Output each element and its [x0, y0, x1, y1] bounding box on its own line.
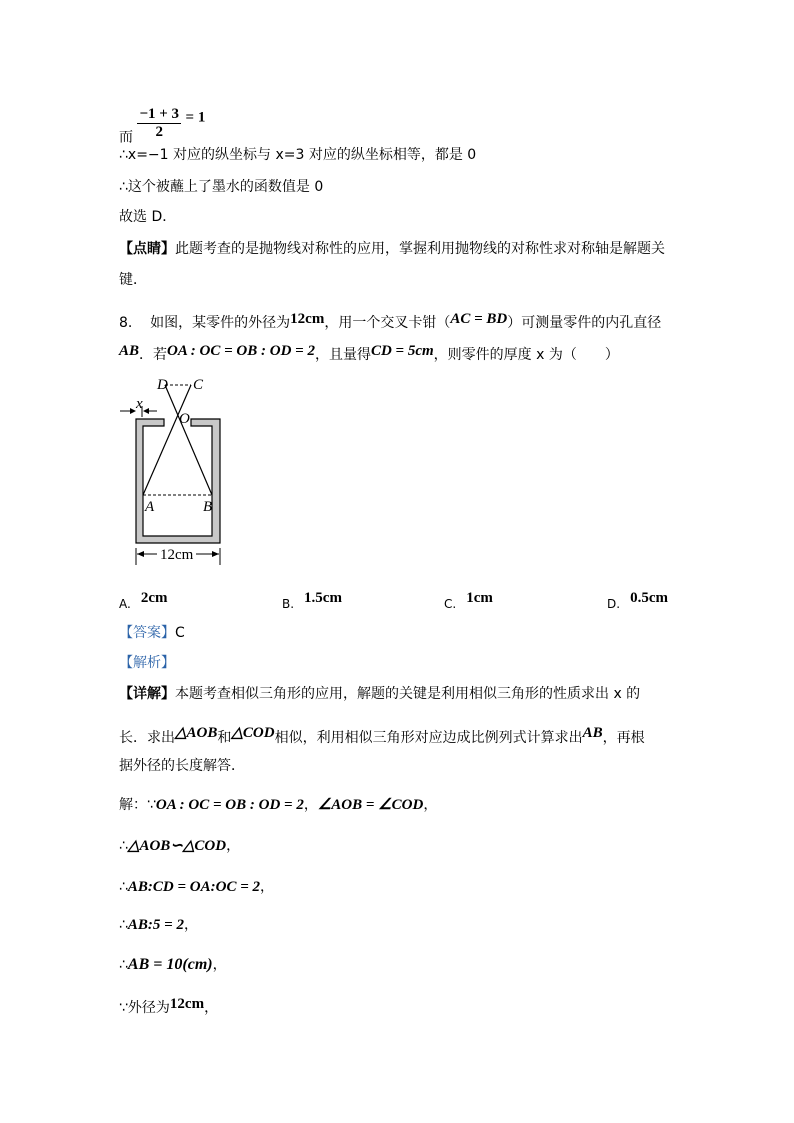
- label-a: A: [145, 499, 155, 515]
- answer-tag: 【答案】: [119, 625, 175, 641]
- math: 12cm: [169, 996, 205, 1012]
- option-value: 1cm: [466, 590, 493, 606]
- section-tag: 【点睛】: [119, 241, 175, 257]
- section-tag: 【详解】: [119, 686, 175, 702]
- math: AB: [582, 725, 603, 741]
- solution-line-3: [119, 878, 274, 896]
- math: = 1: [185, 109, 206, 126]
- text: ∵外径为: [119, 1000, 170, 1016]
- analysis-tag: 【解析】: [119, 655, 175, 671]
- analysis-line: [119, 654, 175, 672]
- detail-line-1: [119, 685, 640, 703]
- text: ，: [204, 1000, 219, 1016]
- answer-line: [119, 624, 185, 642]
- text-line: 键．: [119, 272, 147, 288]
- caliper-arm-ca: [143, 385, 191, 495]
- question-number: 8.: [119, 315, 133, 331]
- text: ，: [260, 879, 275, 895]
- detail-line-2: [119, 724, 645, 747]
- text: 长．求出: [119, 730, 175, 746]
- text: ，: [183, 917, 198, 933]
- math: 12cm: [290, 311, 325, 327]
- solution-line-4: [119, 916, 198, 934]
- math: AB:5 = 2: [127, 917, 184, 933]
- text-line: ∴x=−1 对应的纵坐标与 x=3 对应的纵坐标相等，都是 0: [119, 147, 477, 163]
- math: AB:CD = OA:OC = 2: [127, 879, 261, 895]
- option-d[interactable]: [607, 590, 668, 611]
- text: ）可测量零件的内孔直径: [507, 315, 662, 331]
- text: 和: [217, 730, 232, 746]
- text: ，且量得: [314, 347, 371, 363]
- text: ∴: [119, 957, 128, 973]
- option-c[interactable]: [444, 590, 493, 611]
- solution-line-1: [119, 796, 437, 814]
- answer-value: C: [175, 625, 185, 641]
- option-a[interactable]: [119, 590, 167, 611]
- option-letter: C.: [444, 597, 457, 611]
- denominator: 2: [155, 124, 163, 140]
- solution-line-5: [119, 956, 227, 974]
- option-value: 1.5cm: [304, 590, 342, 606]
- text: ，: [212, 957, 227, 973]
- text: 如图，某零件的外径为: [150, 315, 291, 331]
- text: ，则零件的厚度 x 为（ ）: [433, 347, 619, 363]
- text: 相似，利用相似三角形对应边成比例列式计算求出: [274, 730, 583, 746]
- label-width: 12cm: [160, 547, 194, 563]
- text: ∴: [119, 838, 128, 854]
- solution-line-6: [119, 995, 218, 1017]
- option-letter: D.: [607, 597, 621, 611]
- text: ∴: [119, 879, 128, 895]
- text: 本题考查相似三角形的应用，解题的关键是利用相似三角形的性质求出 x 的: [175, 686, 641, 702]
- caliper-arm-db: [165, 385, 212, 495]
- option-value: 0.5cm: [630, 590, 668, 606]
- label-d: D: [157, 377, 168, 393]
- option-letter: B.: [282, 597, 295, 611]
- math: △AOB∽△COD: [127, 838, 227, 854]
- text: 解：∵: [119, 797, 156, 813]
- math: AC = BD: [450, 311, 508, 327]
- label-o: O: [179, 411, 190, 427]
- text: ，: [226, 838, 241, 854]
- math: CD = 5cm: [370, 343, 434, 359]
- text: ，: [423, 797, 438, 813]
- text: ，: [303, 797, 318, 813]
- math: AB = 10(cm): [127, 956, 213, 973]
- option-letter: A.: [119, 597, 131, 611]
- text: ．若: [139, 347, 168, 363]
- text: 而: [119, 129, 133, 146]
- label-x: x: [136, 396, 143, 412]
- solution-line-2: [119, 837, 240, 855]
- math: ∠AOB = ∠COD: [317, 797, 424, 813]
- math: △COD: [231, 725, 275, 741]
- text-line: 故选 D．: [119, 209, 177, 225]
- math: OA : OC = OB : OD = 2: [167, 343, 315, 359]
- text: 此题考查的是抛物线对称性的应用，掌握利用抛物线的对称性求对称轴是解题关: [175, 241, 665, 257]
- math: OA : OC = OB : OD = 2: [155, 797, 304, 813]
- math: △AOB: [175, 725, 218, 741]
- label-c: C: [193, 377, 204, 393]
- label-b: B: [203, 499, 213, 515]
- text: ∴: [119, 917, 128, 933]
- option-value: 2cm: [140, 590, 168, 606]
- text-line: ∴这个被蘸上了墨水的函数值是 0: [119, 179, 324, 195]
- math: AB: [119, 343, 140, 359]
- text: ，用一个交叉卡钳（: [324, 315, 451, 331]
- text-line: 据外径的长度解答．: [119, 758, 245, 774]
- numerator: −1 + 3: [139, 106, 180, 122]
- text: ，再根: [602, 730, 645, 746]
- option-b[interactable]: [282, 590, 342, 611]
